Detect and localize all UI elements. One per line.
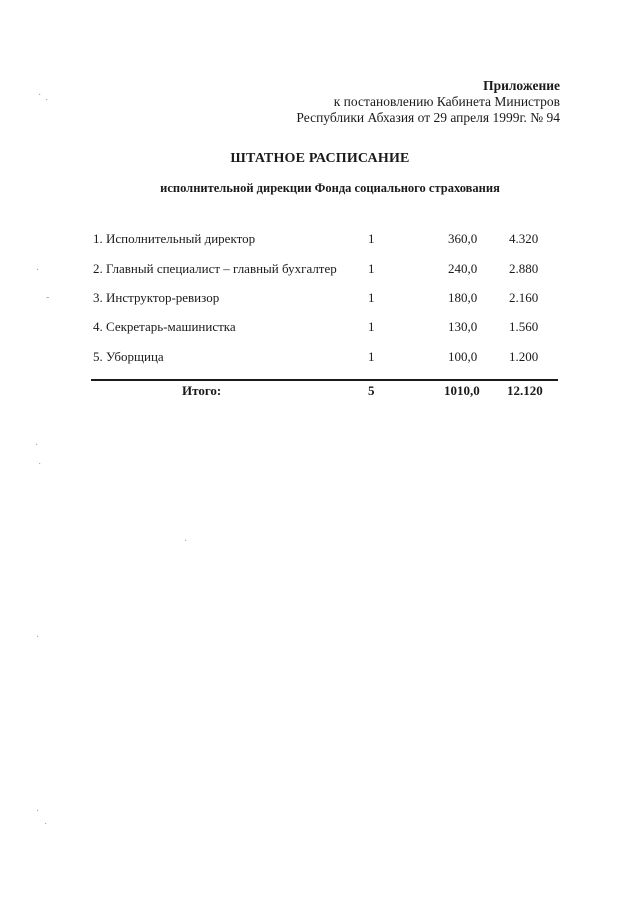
document-title: ШТАТНОЕ РАСПИСАНИЕ xyxy=(230,151,410,166)
position-name: 1. Исполнительный директор xyxy=(93,231,256,246)
scan-speck: ˙ xyxy=(44,822,48,833)
position-qty: 1 xyxy=(368,290,375,305)
table-row xyxy=(0,319,640,337)
appendix-line-1: к постановлению Кабинета Министров xyxy=(333,94,560,109)
table-row xyxy=(0,349,640,367)
position-rate: 360,0 xyxy=(448,231,478,246)
totals-qty: 5 xyxy=(368,383,375,398)
position-qty: 1 xyxy=(368,261,375,276)
scan-speck: ˙ xyxy=(45,98,49,109)
position-total: 1.560 xyxy=(509,319,539,334)
appendix-block xyxy=(296,78,560,126)
table-row xyxy=(0,261,640,279)
position-rate: 180,0 xyxy=(448,290,478,305)
scan-speck: · xyxy=(35,440,39,451)
totals-total: 12.120 xyxy=(507,383,543,398)
position-name: 2. Главный специалист – главный бухгалтер xyxy=(93,261,337,276)
document-subtitle: исполнительной дирекции Фонда социального страхования xyxy=(160,181,500,195)
position-name: 4. Секретарь-машинистка xyxy=(93,319,236,334)
scan-speck: ˙ xyxy=(38,462,42,473)
table-row xyxy=(0,231,640,249)
position-qty: 1 xyxy=(368,349,375,364)
totals-divider xyxy=(91,379,558,381)
position-total: 2.160 xyxy=(509,290,539,305)
scan-speck: · xyxy=(36,265,40,276)
position-rate: 100,0 xyxy=(448,349,478,364)
position-total: 1.200 xyxy=(509,349,539,364)
position-qty: 1 xyxy=(368,231,375,246)
totals-rate: 1010,0 xyxy=(444,383,480,398)
table-row xyxy=(0,290,640,308)
totals-row xyxy=(0,383,640,401)
appendix-heading: Приложение xyxy=(483,78,560,93)
appendix-line-2: Республики Абхазия от 29 апреля 1999г. № 94 xyxy=(296,110,560,125)
position-name: 3. Инструктор-ревизор xyxy=(93,290,220,305)
totals-label: Итого: xyxy=(182,383,222,398)
scan-speck: · xyxy=(36,806,40,817)
position-rate: 130,0 xyxy=(448,319,478,334)
scan-speck: · xyxy=(38,90,42,101)
position-name: 5. Уборщица xyxy=(93,349,164,364)
position-rate: 240,0 xyxy=(448,261,478,276)
position-total: 2.880 xyxy=(509,261,539,276)
scan-speck: - xyxy=(46,292,50,303)
position-qty: 1 xyxy=(368,319,375,334)
scan-speck: · xyxy=(36,632,40,643)
position-total: 4.320 xyxy=(509,231,539,246)
scan-speck: · xyxy=(184,536,188,547)
